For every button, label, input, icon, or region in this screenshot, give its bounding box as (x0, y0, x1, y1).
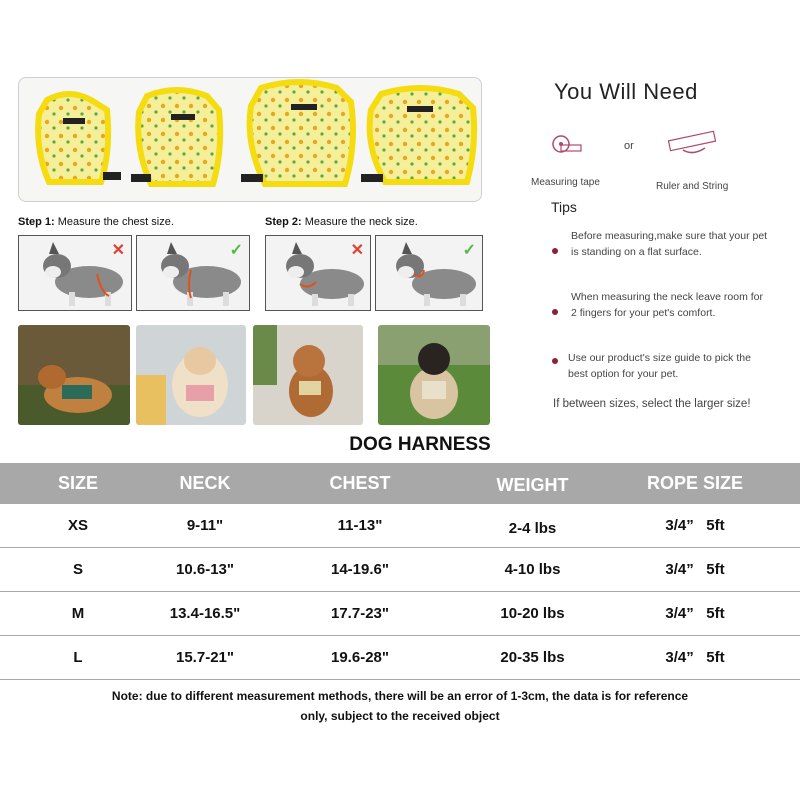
cell-rope-size: 3/4” 5ft (665, 649, 725, 666)
ruler-string-label: Ruler and String (656, 181, 729, 192)
dog-harness-title: DOG HARNESS (349, 434, 491, 455)
cell-weight: 4-10 lbs (504, 561, 561, 578)
harness-s (131, 90, 220, 184)
cell-size: XS (67, 517, 88, 534)
between-sizes-note: If between sizes, select the larger size! (553, 398, 751, 410)
wrong-mark-icon: ✕ (350, 242, 364, 259)
you-will-need-title: You Will Need (554, 79, 698, 104)
photo-pomeranian (136, 325, 246, 425)
bullet-icon (552, 309, 558, 315)
or-text: or (624, 140, 634, 152)
header-chest: CHEST (329, 473, 391, 493)
bullet-icon (552, 248, 558, 254)
harness-l (361, 88, 474, 182)
cell-chest: 19.6-28" (331, 649, 389, 666)
harness-xs (38, 94, 121, 182)
header-weight: WEIGHT (496, 475, 569, 495)
cell-neck: 15.7-21" (176, 649, 234, 666)
ruler-string-icon (667, 130, 723, 163)
table-row (0, 548, 800, 592)
cell-neck: 9-11" (186, 517, 224, 534)
step2-wrong-image (265, 235, 371, 311)
cell-size: L (73, 649, 83, 666)
cell-chest: 14-19.6" (331, 561, 389, 578)
table-row (0, 592, 800, 636)
step2-right-image (375, 235, 483, 311)
table-header (0, 463, 800, 504)
cell-rope-size: 3/4” 5ft (665, 517, 725, 534)
measuring-tape-label: Measuring tape (531, 177, 600, 188)
cell-size: M (71, 605, 85, 622)
cell-neck: 10.6-13" (176, 561, 234, 578)
bullet-icon (552, 358, 558, 364)
tip-item: When measuring the neck leave room for 2 fingers for your pet's comfort. (571, 291, 764, 319)
check-mark-icon: ✓ (229, 242, 243, 259)
photo-poodle (253, 325, 363, 425)
table-row (0, 504, 800, 548)
step1-label: Step 1: Measure the chest size. (18, 216, 174, 228)
step1-wrong-image (18, 235, 132, 311)
tip-item: Use our product's size guide to pick the best option for your pet. (568, 352, 751, 380)
cell-chest: 17.7-23" (331, 605, 389, 622)
product-photo (18, 77, 482, 202)
cell-neck: 13.4-16.5" (169, 605, 241, 622)
step1-right-image (136, 235, 250, 311)
photo-pug (378, 325, 490, 425)
cell-rope-size: 3/4” 5ft (665, 561, 725, 578)
table-row (0, 636, 800, 680)
harness-m (241, 82, 353, 184)
step2-label: Step 2: Measure the neck size. (265, 216, 418, 228)
photo-basset-hound (18, 325, 130, 425)
cell-chest: 11-13" (337, 517, 383, 534)
tips-title: Tips (551, 199, 577, 215)
cell-weight: 2-4 lbs (508, 520, 557, 537)
header-rope-size: ROPE SIZE (646, 473, 744, 493)
size-table (0, 463, 800, 680)
header-size: SIZE (57, 473, 98, 493)
cell-weight: 10-20 lbs (500, 605, 565, 622)
cell-rope-size: 3/4” 5ft (665, 605, 725, 622)
measurement-note: Note: due to different measurement methods, there will be an error of 1-3cm, the data is for reference only, subject to the received object (111, 689, 689, 723)
harness-illustration (19, 78, 481, 201)
measuring-tape-icon (551, 133, 583, 160)
cell-weight: 20-35 lbs (500, 649, 565, 666)
check-mark-icon: ✓ (462, 242, 476, 259)
cell-size: S (72, 561, 83, 578)
header-neck: NECK (179, 473, 231, 493)
tip-item: Before measuring,make sure that your pet is standing on a flat surface. (571, 230, 768, 258)
wrong-mark-icon: ✕ (111, 242, 125, 259)
